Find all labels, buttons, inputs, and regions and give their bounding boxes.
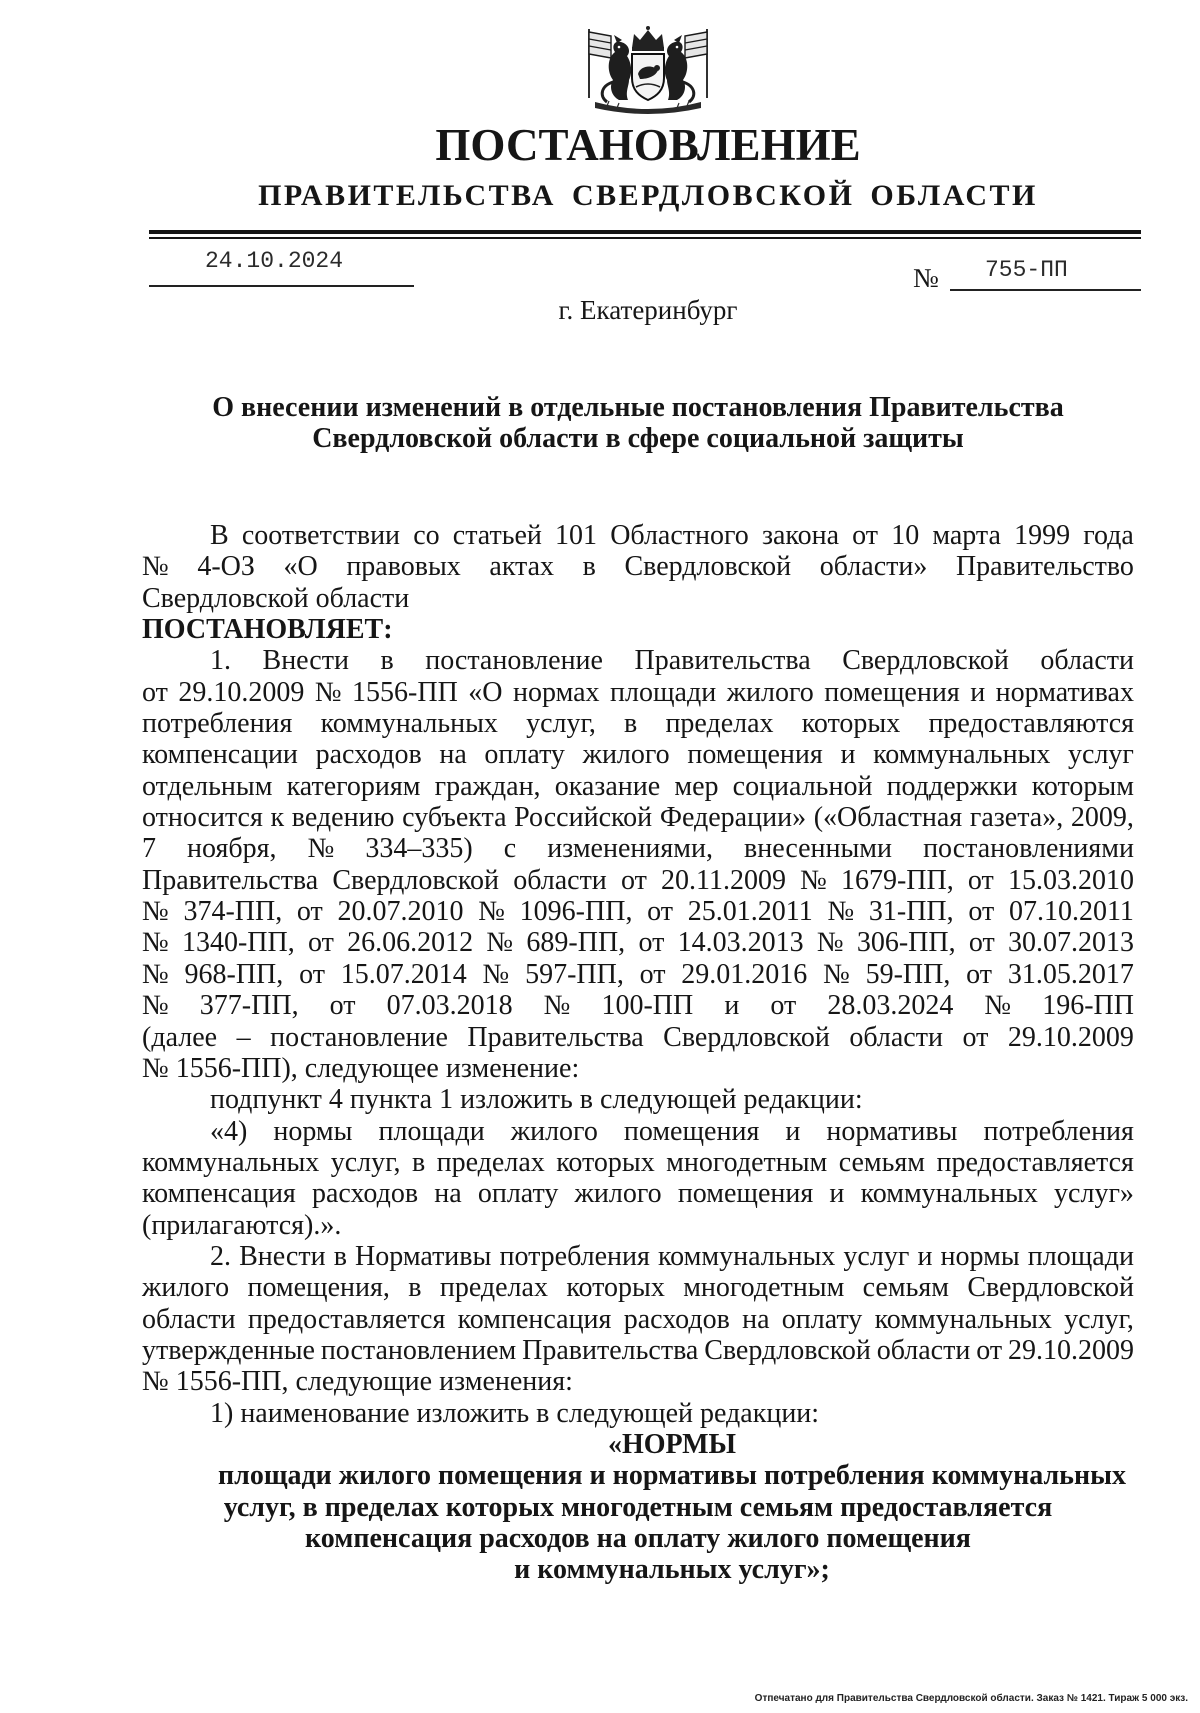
item1-line: № 1556-ПП), следующее изменение: xyxy=(142,1052,580,1084)
item1-new-text-line xyxy=(142,1116,1134,1147)
word: Свердловской xyxy=(967,1272,1134,1304)
word: ведению xyxy=(291,802,395,834)
word: от xyxy=(299,958,325,990)
number-sign: № xyxy=(913,263,939,293)
document-number: 755-ПП xyxy=(985,257,1068,283)
word: № xyxy=(827,896,855,928)
word: 15.07.2014 xyxy=(340,958,467,990)
word: оплату xyxy=(477,1178,559,1210)
word: в xyxy=(408,1272,422,1304)
word: от xyxy=(308,927,334,959)
word: 28.03.2024 xyxy=(827,990,954,1022)
word: области xyxy=(849,1021,943,1053)
coat-of-arms-icon xyxy=(577,24,719,120)
word: предоставляются xyxy=(928,708,1134,740)
word: нормативы xyxy=(826,1115,958,1147)
word: газета», xyxy=(969,802,1064,834)
word: актах xyxy=(489,551,555,583)
word: коммунальных xyxy=(142,1146,320,1178)
word: услуг, xyxy=(330,1146,401,1178)
word: и xyxy=(785,1115,801,1147)
shield xyxy=(632,54,664,100)
word: 07.10.2011 xyxy=(1008,896,1134,928)
word: многодетным xyxy=(683,1272,845,1304)
item1-instruction: подпункт 4 пункта 1 изложить в следующей редакции: xyxy=(210,1084,863,1116)
word: в xyxy=(582,551,596,583)
word: статьей xyxy=(452,520,542,551)
word: компенсации xyxy=(142,739,298,771)
word: 968-ПП, xyxy=(184,958,284,990)
word: расходов xyxy=(311,1178,419,1210)
word: оплату xyxy=(484,739,565,771)
word: услуг xyxy=(1068,739,1134,771)
new-title-line: и коммунальных услуг»; xyxy=(514,1554,830,1586)
word: («Областная xyxy=(813,802,963,834)
word: услуг, xyxy=(526,708,596,740)
word: Правительства xyxy=(634,645,811,677)
new-title-line: компенсация расходов на оплату жилого помещения xyxy=(305,1523,971,1554)
word: от xyxy=(967,864,994,896)
word: 7 xyxy=(142,833,156,865)
word: субъекта xyxy=(402,802,507,834)
word: потребления xyxy=(142,708,293,740)
word: от xyxy=(329,990,356,1022)
word: № xyxy=(142,958,169,990)
item1-line xyxy=(142,833,1134,864)
word: и xyxy=(724,990,740,1022)
word: в xyxy=(624,708,638,740)
word: 334–335) xyxy=(365,833,473,865)
word: от xyxy=(976,1334,1003,1366)
item1-new-text-line xyxy=(142,1178,1134,1209)
document-type: ПОСТАНОВЛЕНИЕ xyxy=(435,120,861,170)
word: и xyxy=(970,676,986,708)
word: 306-ПП, xyxy=(856,927,956,959)
word: Правительства xyxy=(522,1334,699,1366)
word: услуг, xyxy=(1064,1303,1134,1335)
item1-line xyxy=(142,771,1134,802)
header-double-rule xyxy=(149,230,1141,234)
word: изменениями, xyxy=(547,833,713,865)
word: Свердловской xyxy=(704,1334,871,1366)
word: постановлениями xyxy=(923,833,1134,865)
item1-new-text-line xyxy=(142,1147,1134,1178)
word: 377-ПП, xyxy=(199,990,299,1022)
word: нормы xyxy=(273,1115,353,1147)
word: от xyxy=(852,520,879,551)
word: 30.07.2013 xyxy=(1008,927,1134,959)
word: ноября, xyxy=(187,833,277,865)
word: года xyxy=(1083,520,1134,551)
word: от xyxy=(966,958,993,990)
word: площади xyxy=(1027,1240,1134,1272)
word: от xyxy=(142,676,168,708)
new-title-line: «НОРМЫ xyxy=(607,1428,737,1460)
word: от xyxy=(647,896,674,928)
word: № xyxy=(816,927,844,959)
item1-line xyxy=(142,959,1134,990)
word: № xyxy=(478,896,505,928)
word: Областного xyxy=(610,520,749,551)
word: 14.03.2013 xyxy=(677,927,804,959)
word: 1096-ПП, xyxy=(519,896,633,928)
word: – xyxy=(236,1021,251,1053)
word: компенсация xyxy=(142,1178,296,1210)
word: № xyxy=(486,927,514,959)
item1-line xyxy=(142,708,1134,739)
word: которым xyxy=(1031,770,1134,802)
word: 07.03.2018 xyxy=(386,990,513,1022)
word: 1. xyxy=(210,645,231,677)
word: № xyxy=(307,833,335,865)
word: соответствии xyxy=(241,520,401,551)
word: постановление xyxy=(425,645,603,677)
document-body xyxy=(142,520,1134,1586)
date-underline xyxy=(149,285,414,287)
word: на xyxy=(439,739,467,771)
word: предоставляется xyxy=(247,1303,446,1335)
word: помещения xyxy=(824,676,960,708)
item1-line xyxy=(142,990,1134,1021)
word: пределах xyxy=(436,1146,545,1178)
word: правовых xyxy=(346,551,461,583)
word: Свердловской xyxy=(332,864,500,896)
item1-line xyxy=(142,802,1134,833)
word: площади xyxy=(378,1115,485,1147)
word: 196-ПП xyxy=(1042,990,1134,1022)
item2-line xyxy=(142,1272,1134,1303)
word: жилого xyxy=(510,1115,598,1147)
word: коммунальных xyxy=(860,1178,1038,1210)
word: граждан, xyxy=(434,770,541,802)
word: № xyxy=(823,958,850,990)
title-line: О внесении изменений в отдельные постановления Правительства xyxy=(212,392,1064,423)
word: оплату xyxy=(781,1303,863,1335)
word: предоставляется xyxy=(936,1146,1134,1178)
word: 20.11.2009 xyxy=(660,864,786,896)
word: Федерации» xyxy=(659,802,807,834)
word: 29.10.2009 xyxy=(1007,1334,1134,1366)
word: 689-ПП, xyxy=(526,927,626,959)
word: постановление xyxy=(270,1021,448,1053)
document-date: 24.10.2024 xyxy=(205,248,344,274)
word: 1556-ПП xyxy=(352,676,458,708)
crown xyxy=(632,26,664,51)
word: 31-ПП, xyxy=(868,896,954,928)
word: Правительства xyxy=(142,864,319,896)
word: внесенными xyxy=(744,833,893,865)
word: от xyxy=(620,864,647,896)
item1-line xyxy=(142,739,1134,770)
word: Внести xyxy=(239,1240,326,1272)
word: Правительства xyxy=(467,1021,644,1053)
word: потребления xyxy=(983,1115,1134,1147)
word: пределах xyxy=(439,1272,548,1304)
word: мер xyxy=(674,770,719,802)
word: помещения, xyxy=(247,1272,390,1304)
word: № xyxy=(984,990,1012,1022)
number-underline xyxy=(950,289,1141,291)
new-title-line: услуг, в пределах которых многодетным семьям предоставляется xyxy=(223,1491,1053,1523)
word: нормативах xyxy=(995,676,1134,708)
word: которых xyxy=(556,1146,655,1178)
word: со xyxy=(413,520,440,551)
word: области xyxy=(876,1334,971,1366)
word: жилого xyxy=(574,1178,662,1210)
word: нормы xyxy=(940,1240,1020,1272)
item2-line xyxy=(142,1335,1134,1366)
word: поддержки xyxy=(886,770,1018,802)
word: жилого xyxy=(582,739,670,771)
word: на xyxy=(434,1178,462,1210)
word: В xyxy=(210,520,229,551)
word: 374-ПП, xyxy=(183,896,283,928)
item1-new-text-line: (прилагаются).». xyxy=(142,1209,342,1241)
item1-line xyxy=(142,927,1134,958)
word: с xyxy=(503,833,517,865)
print-imprint: Отпечатано для Правительства Свердловской области. Заказ № 1421. Тираж 5 000 экз. xyxy=(754,1693,1188,1704)
word: жилого xyxy=(142,1272,230,1304)
word: и xyxy=(917,1240,933,1272)
word: 25.01.2011 xyxy=(687,896,813,928)
item1-line xyxy=(142,677,1134,708)
word: на xyxy=(742,1303,770,1335)
word: от xyxy=(968,927,995,959)
word: 26.06.2012 xyxy=(347,927,474,959)
word: области xyxy=(142,1303,236,1335)
flag-left xyxy=(589,29,611,98)
word: закона xyxy=(761,520,840,551)
item2-line: № 1556-ПП, следующие изменения: xyxy=(142,1366,573,1398)
word: которых xyxy=(566,1272,665,1304)
word: 2009, xyxy=(1070,802,1134,834)
word: Российской xyxy=(514,802,653,834)
word: № xyxy=(142,990,169,1022)
word: от xyxy=(770,990,797,1022)
word: 1999 xyxy=(1014,520,1071,551)
title-line: Свердловской области в сфере социальной защиты xyxy=(312,423,964,454)
issuer-name: ПРАВИТЕЛЬСТВА СВЕРДЛОВСКОЙ ОБЛАСТИ xyxy=(258,179,1038,212)
word: жилого xyxy=(726,676,814,708)
word: 597-ПП, xyxy=(525,958,624,990)
item1-line xyxy=(142,896,1134,927)
resolves-heading: ПОСТАНОВЛЯЕТ: xyxy=(142,614,393,646)
word: коммунальных xyxy=(874,1303,1052,1335)
word: площади xyxy=(610,676,717,708)
word: нормах xyxy=(513,676,600,708)
word: Свердловской xyxy=(624,551,792,583)
word: коммунальных xyxy=(658,1240,836,1272)
base-ribbon xyxy=(595,101,701,114)
word: в xyxy=(380,645,394,677)
word: 29.01.2016 xyxy=(681,958,808,990)
word: 1679-ПП, xyxy=(840,864,954,896)
word: помещения xyxy=(677,1178,814,1210)
word: марта xyxy=(932,520,1001,551)
word: № xyxy=(800,864,827,896)
word: 29.10.2009 xyxy=(178,676,305,708)
item1-line xyxy=(142,645,1134,676)
preamble-line: Свердловской области xyxy=(142,582,410,614)
word: Внести xyxy=(262,645,349,677)
word: 10 xyxy=(891,520,920,551)
preamble-line xyxy=(142,520,1134,551)
word: «О xyxy=(283,551,318,583)
word: от xyxy=(968,896,995,928)
word: 29.10.2009 xyxy=(1007,1021,1134,1053)
word: «4) xyxy=(210,1115,248,1147)
word: от xyxy=(296,896,323,928)
word: услуг» xyxy=(1054,1178,1134,1210)
word: 20.07.2010 xyxy=(337,896,464,928)
word: № xyxy=(142,551,169,583)
word: (далее xyxy=(142,1021,218,1053)
item2-line xyxy=(142,1304,1134,1335)
item2-subitem: 1) наименование изложить в следующей редакции: xyxy=(210,1397,820,1429)
word: социальной xyxy=(732,770,873,802)
word: отдельным xyxy=(142,770,273,802)
word: коммунальных xyxy=(320,708,498,740)
word: № xyxy=(142,896,169,928)
word: к xyxy=(270,802,285,834)
word: относится xyxy=(142,802,263,834)
word: № xyxy=(142,927,169,959)
word: № xyxy=(482,958,510,990)
word: и xyxy=(829,1178,845,1210)
word: 4-ОЗ xyxy=(197,551,255,583)
preamble-line xyxy=(142,551,1134,582)
word: 31.05.2017 xyxy=(1007,958,1134,990)
word: области xyxy=(1040,645,1134,677)
word: помещения xyxy=(687,739,823,771)
item2-line xyxy=(142,1241,1134,1272)
word: компенсация xyxy=(457,1303,612,1335)
document-title xyxy=(142,392,1134,454)
word: и xyxy=(840,739,856,771)
word: расходов xyxy=(623,1303,730,1335)
word: от xyxy=(962,1021,989,1053)
word: 2. xyxy=(210,1240,231,1272)
word: коммунальных xyxy=(873,739,1051,771)
word: постановлением xyxy=(320,1334,517,1366)
word: области» xyxy=(819,551,928,583)
word: расходов xyxy=(315,739,422,771)
word: от xyxy=(639,958,666,990)
word: услуг xyxy=(843,1240,910,1272)
word: от xyxy=(638,927,665,959)
word: 100-ПП xyxy=(601,990,694,1022)
header-double-rule xyxy=(149,237,1141,239)
word: помещения xyxy=(623,1115,760,1147)
word: № xyxy=(314,676,342,708)
word: 59-ПП, xyxy=(865,958,951,990)
word: Свердловской xyxy=(842,645,1009,677)
word: категориям xyxy=(286,770,421,802)
word: пределах xyxy=(665,708,774,740)
word: 101 xyxy=(555,520,598,551)
flag-right xyxy=(685,29,707,98)
word: Свердловской xyxy=(663,1021,830,1053)
word: Нормативы xyxy=(355,1240,492,1272)
word: семьям xyxy=(862,1272,949,1304)
new-title-line: площади жилого помещения и нормативы потребления коммунальных xyxy=(218,1460,1126,1492)
word: утвержденные xyxy=(142,1334,315,1366)
word: в xyxy=(411,1146,426,1178)
word: области xyxy=(513,864,607,896)
item1-line xyxy=(142,865,1134,896)
word: № xyxy=(543,990,571,1022)
word: в xyxy=(333,1240,347,1272)
word: потребления xyxy=(499,1240,650,1272)
word: «О xyxy=(468,676,503,708)
word: семьям xyxy=(838,1146,926,1178)
word: Правительство xyxy=(955,551,1134,583)
word: многодетным xyxy=(666,1146,828,1178)
word: 1340-ПП, xyxy=(181,927,295,959)
word: оказание xyxy=(554,770,661,802)
word: которых xyxy=(801,708,901,740)
word: 15.03.2010 xyxy=(1007,864,1134,896)
item1-line xyxy=(142,1022,1134,1053)
city: г. Екатеринбург xyxy=(558,295,738,325)
